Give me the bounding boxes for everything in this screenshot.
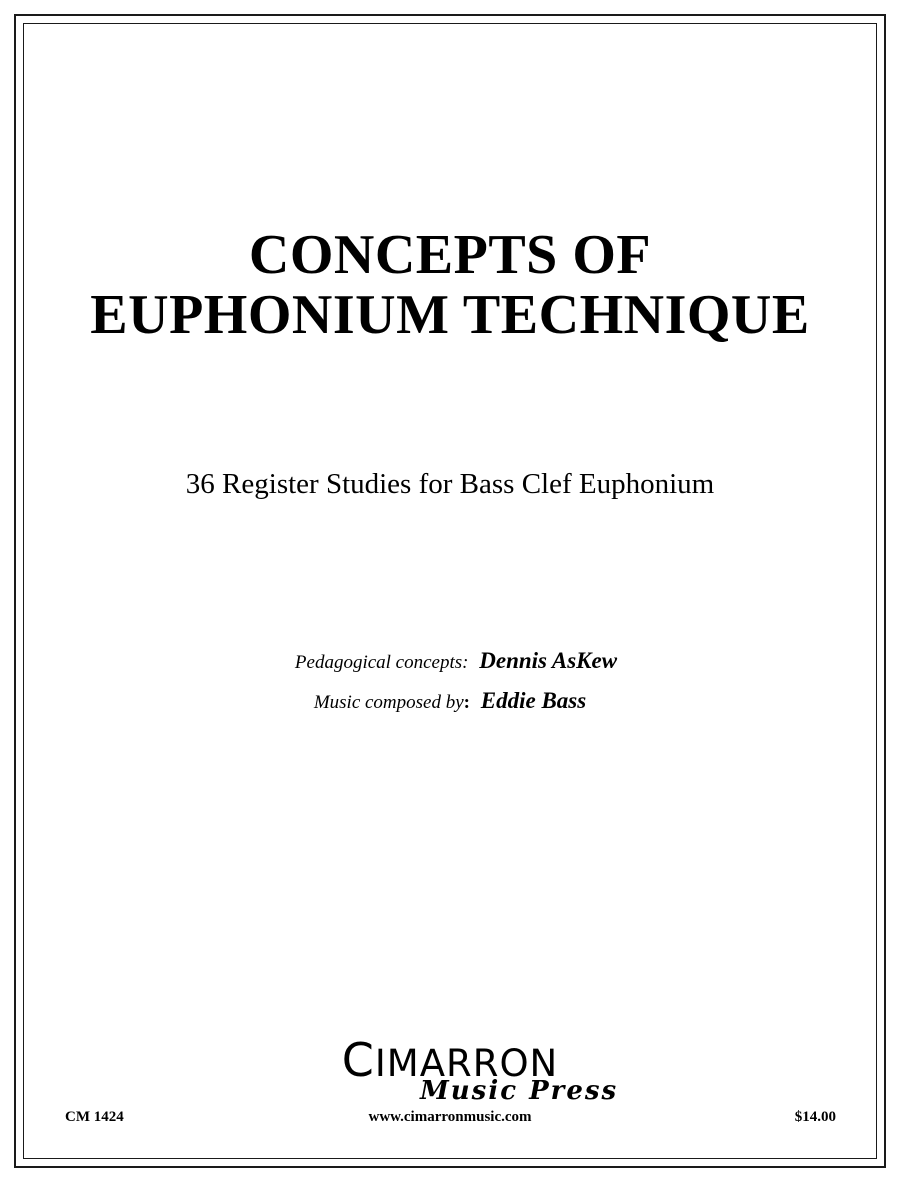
- subtitle: 36 Register Studies for Bass Clef Euphonium: [185, 468, 715, 500]
- title-line-2: EUPHONIUM TECHNIQUE: [90, 284, 810, 346]
- composer-label: Music composed by: [313, 692, 464, 713]
- title-line-1: CONCEPTS OF: [248, 224, 652, 286]
- pedagogy-credit: [0, 648, 900, 674]
- pedagogy-label: Pedagogical concepts:: [294, 652, 469, 673]
- inner-border: [23, 23, 877, 1159]
- publisher-website: www.cimarronmusic.com: [368, 1109, 532, 1125]
- price: $14.00: [794, 1109, 836, 1125]
- composer-name: Eddie Bass: [480, 688, 587, 713]
- composer-credit: [0, 688, 900, 714]
- logo-rest: IMARRON: [374, 1042, 559, 1085]
- catalog-number: CM 1424: [65, 1109, 124, 1125]
- composer-colon: :: [463, 692, 470, 713]
- logo-initial: C: [341, 1033, 375, 1087]
- logo-subtitle: Music Press: [420, 1076, 619, 1106]
- pedagogy-name: Dennis AsKew: [479, 648, 618, 673]
